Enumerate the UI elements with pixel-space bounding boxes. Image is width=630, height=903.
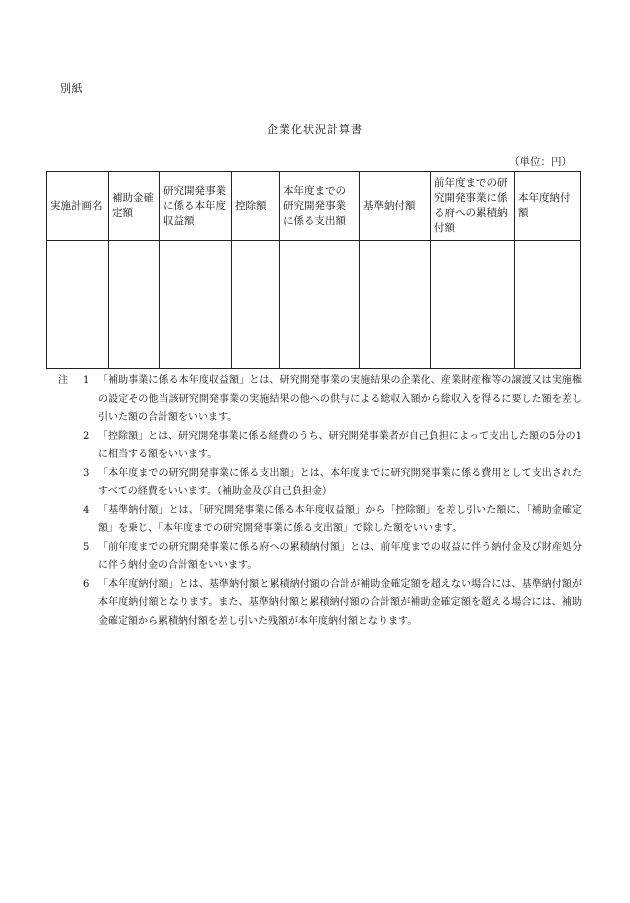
document-title: 企業化状況計算書 bbox=[267, 123, 363, 136]
note-number: 3 bbox=[83, 467, 90, 479]
note-number: 1 bbox=[83, 375, 90, 386]
table-cell[interactable] bbox=[47, 241, 109, 369]
table-cell[interactable] bbox=[232, 241, 280, 369]
column-header-deduction: 控除額 bbox=[232, 172, 280, 241]
note-item bbox=[58, 502, 582, 539]
table-cell[interactable] bbox=[431, 241, 515, 369]
note-number: 2 bbox=[83, 430, 90, 442]
note-text: 「前年度までの研究開発事業に係る府への累積納付額」とは、前年度までの収益に伴う納付金及び財産処分に伴う納付金の合計額をいいます。 bbox=[98, 541, 582, 571]
note-text: 「基準納付額」とは、「研究開発事業に係る本年度収益額」から「控除額」を差し引いた額に、「補助金確定額」を乗じ、「本年度までの研究開発事業に係る支出額」で除した額をいいます。 bbox=[98, 504, 582, 534]
note-item bbox=[58, 428, 582, 465]
column-header-base-payment: 基準納付額 bbox=[360, 172, 431, 241]
note-text: 「本年度までの研究開発事業に係る支出額」とは、本年度までに研究開発事業に係る費用として支出されたすべての経費をいいます。（補助金及び自己負担金） bbox=[98, 467, 582, 497]
column-header-current-revenue: 研究開発事業に係る本年度収益額 bbox=[160, 172, 232, 241]
note-text: 「補助事業に係る本年度収益額」とは、研究開発事業の実施結果の企業化、産業財産権等の譲渡又は実施権の設定その他当該研究開発事業の実施結果の他への供与による総収入額から総収入を得るに要した額を差し引いた額の合計額をいいます。 bbox=[98, 375, 582, 423]
column-header-plan-name: 実施計画名 bbox=[47, 172, 109, 241]
note-item bbox=[58, 539, 582, 576]
column-header-subsidy-confirmed: 補助金確定額 bbox=[109, 172, 160, 241]
table-cell[interactable] bbox=[160, 241, 232, 369]
annex-label: 別紙 bbox=[60, 82, 83, 95]
table-cell[interactable] bbox=[360, 241, 431, 369]
table-cell[interactable] bbox=[515, 241, 581, 369]
column-header-current-payment: 本年度納付額 bbox=[515, 172, 581, 241]
calculation-table bbox=[46, 171, 581, 369]
column-header-expenditure: 本年度までの研究開発事業に係る支出額 bbox=[280, 172, 360, 241]
unit-note: （単位：円） bbox=[509, 156, 572, 168]
column-header-cumulative-payment: 前年度までの研究開発事業に係る府への累積納付額 bbox=[431, 172, 515, 241]
note-number: 6 bbox=[83, 578, 90, 590]
table-row bbox=[47, 241, 581, 369]
note-number: 4 bbox=[83, 504, 90, 516]
note-item bbox=[58, 372, 582, 428]
table-cell[interactable] bbox=[280, 241, 360, 369]
table-cell[interactable] bbox=[109, 241, 160, 369]
table-header-row bbox=[47, 172, 581, 241]
note-number: 5 bbox=[83, 541, 90, 553]
notes-section bbox=[58, 372, 582, 631]
note-text: 「本年度納付額」とは、基準納付額と累積納付額の合計が補助金確定額を超えない場合には、基準納付額が本年度納付額となります。また、基準納付額と累積納付額の合計額が補助金確定額を超える場合には、補助金確定額から累積納付額を差し引いた残額が本年度納付額となります。 bbox=[98, 578, 582, 627]
notes-prefix: 注 bbox=[58, 375, 68, 386]
note-item bbox=[58, 576, 582, 632]
note-item bbox=[58, 465, 582, 502]
note-text: 「控除額」とは、研究開発事業に係る経費のうち、研究開発事業者が自己負担によって支出した額の5分の1に相当する額をいいます。 bbox=[98, 430, 582, 460]
